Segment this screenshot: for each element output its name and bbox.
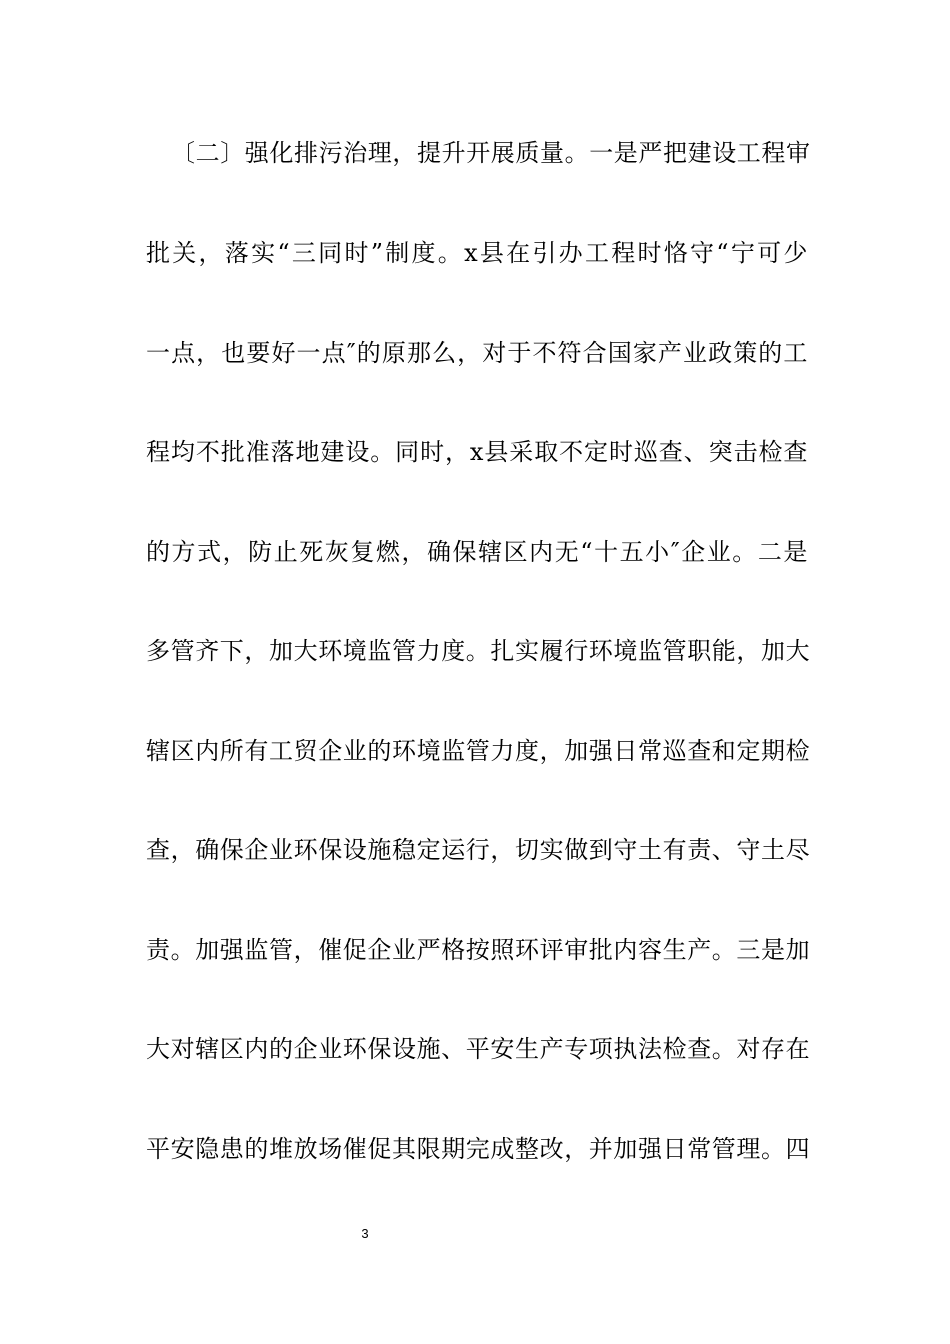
paragraph-line: 平安隐患的堆放场催促其限期完成整改，并加强日常管理。四 bbox=[146, 1135, 811, 1163]
paragraph-line: 批关，落实“三同时”制度。x县在引办工程时恪守“宁可少 bbox=[146, 239, 808, 267]
paragraph-line: 辖区内所有工贸企业的环境监管力度，加强日常巡查和定期检 bbox=[146, 737, 811, 765]
page-number: 3 bbox=[361, 1226, 369, 1241]
paragraph-line: 多管齐下，加大环境监管力度。扎实履行环境监管职能，加大 bbox=[146, 637, 811, 665]
paragraph-line: 〔二〕强化排污治理，提升开展质量。一是严把建设工程审 bbox=[171, 139, 811, 167]
paragraph-line: 程均不批准落地建设。同时，x县采取不定时巡查、突击检查 bbox=[146, 438, 808, 466]
paragraph-line: 一点，也要好一点″的原那么，对于不符合国家产业政策的工 bbox=[146, 339, 808, 367]
paragraph-line: 责。加强监管，催促企业严格按照环评审批内容生产。三是加 bbox=[146, 936, 811, 964]
paragraph-line: 查，确保企业环保设施稳定运行，切实做到守土有责、守土尽 bbox=[146, 836, 811, 864]
paragraph-line: 大对辖区内的企业环保设施、平安生产专项执法检查。对存在 bbox=[146, 1035, 811, 1063]
paragraph-line: 的方式，防止死灰复燃，确保辖区内无“十五小″企业。二是 bbox=[146, 538, 808, 566]
